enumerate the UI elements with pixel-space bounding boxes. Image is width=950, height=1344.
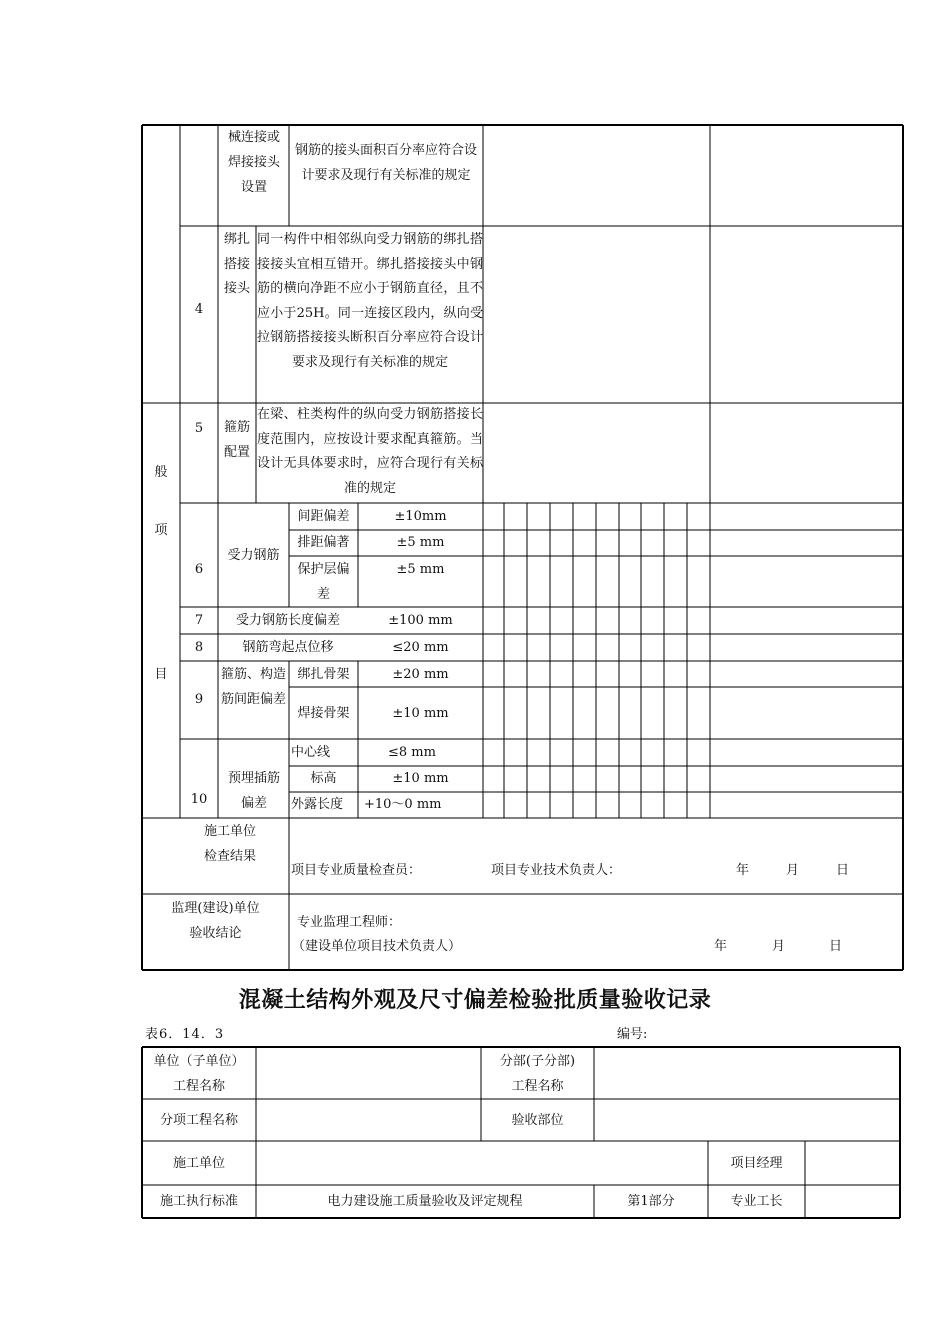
- tech-lead-label: 项目专业技术负责人：: [491, 863, 622, 878]
- row-10-sub-2-tol: ±10 mm: [392, 771, 449, 786]
- supervision-result-label-1: 监理(建设)单位: [171, 901, 260, 916]
- standard-label: 施工执行标准: [159, 1194, 238, 1209]
- construction-month-label: 月: [786, 863, 800, 878]
- row-4-standard-text: 同一构件中相邻纵向受力钢筋的绑扎搭接接头宜相互错开。绑扎搭接接头中钢筋的横向净距不应小于钢筋直径，且不应小于25H。同一连接区段内，纵向受拉钢筋搭接接头断积百分率应符合设计要求及现行有关标准的规定: [257, 232, 483, 370]
- row-5-standard-text: 在梁、柱类构件的纵向受力钢筋搭接长度范围内，应按设计要求配真箍筋。当设计无具体要求时，应符合现行有关标准的规定: [257, 407, 483, 496]
- table-number: 表6．14．3: [145, 1027, 225, 1042]
- acceptance-part-label: 验收部位: [511, 1113, 564, 1128]
- supervision-result-label-2: 验收结论: [189, 926, 242, 941]
- supervision-month-label: 月: [772, 939, 786, 954]
- supervision-day-label: 日: [829, 939, 843, 954]
- row-10-sub-3-tol: +10～0 mm: [364, 797, 442, 812]
- row-9-sub-1-tol: ±20 mm: [392, 667, 449, 682]
- row-9-number: 9: [194, 692, 204, 707]
- division-label-2: 工程名称: [511, 1079, 564, 1094]
- row-7-number: 7: [194, 613, 204, 628]
- construction-unit-label: 施工单位: [172, 1156, 225, 1171]
- form-title: 混凝土结构外观及尺寸偏差检验批质量验收记录: [238, 988, 712, 1013]
- row-8-item-label: 钢筋弯起点位移: [242, 640, 334, 655]
- construction-result-label-1: 施工单位: [203, 824, 256, 839]
- subitem-name-label: 分项工程名称: [159, 1113, 238, 1128]
- row-9-sub-1-name: 绑扎骨架: [297, 667, 350, 682]
- row-10-number: 10: [190, 792, 208, 807]
- quality-inspector-label: 项目专业质量检查员：: [291, 863, 422, 878]
- category-char-3: 目: [154, 667, 168, 682]
- row-8-number: 8: [194, 640, 204, 655]
- row-10-item-label: 预埋插筋偏差: [227, 771, 280, 811]
- row-4-number: 4: [194, 302, 204, 317]
- unit-name-label-2: 工程名称: [172, 1079, 225, 1094]
- row-9-sub-2-name: 焊接骨架: [297, 706, 350, 721]
- serial-number-label: 编号:: [617, 1027, 648, 1042]
- row-5-item-label: 箍筋配置: [223, 420, 250, 460]
- row-8-tol: ≤20 mm: [392, 640, 449, 655]
- standard-value: 电力建设施工质量验收及评定规程: [327, 1194, 523, 1209]
- row-4-item-label: 绑扎搭接接头: [223, 232, 250, 297]
- category-char-2: 项: [154, 523, 168, 538]
- category-char-1: 般: [154, 465, 168, 480]
- construction-result-label-2: 检查结果: [203, 849, 256, 864]
- row-7-tol: ±100 mm: [388, 613, 453, 628]
- row-10-sub-1-tol: ≤8 mm: [388, 745, 436, 760]
- row-9-sub-2-tol: ±10 mm: [392, 706, 449, 721]
- row-6-sub-1-name: 间距偏差: [297, 509, 350, 524]
- row-6-number: 6: [194, 562, 204, 577]
- row-6-sub-2-tol: ±5 mm: [396, 535, 445, 550]
- row-6-item-label: 受力钢筋: [227, 548, 280, 563]
- row-10-sub-2-name: 标高: [310, 771, 337, 786]
- row-5-number: 5: [194, 421, 204, 436]
- row-6-sub-3-name: 保护层偏差: [297, 562, 350, 602]
- unit-name-label-1: 单位（子单位）: [153, 1054, 245, 1069]
- row-7-item-label: 受力钢筋长度偏差: [235, 613, 340, 628]
- row-10-sub-3-name: 外露长度: [291, 797, 344, 812]
- construction-year-label: 年: [736, 863, 750, 878]
- row-6-sub-3-tol: ±5 mm: [396, 562, 445, 577]
- supervision-year-label: 年: [714, 939, 728, 954]
- item-connection-label: 械连接或焊接接头设置: [227, 130, 280, 195]
- project-manager-label: 项目经理: [730, 1156, 783, 1171]
- foreman-label: 专业工长: [730, 1194, 783, 1209]
- division-label-1: 分部(子分部): [499, 1054, 576, 1069]
- standard-connection-text: 钢筋的接头面积百分率应符合设计要求及现行有关标准的规定: [294, 143, 477, 183]
- row-6-sub-1-tol: ±10mm: [394, 509, 447, 524]
- construction-day-label: 日: [836, 863, 850, 878]
- owner-tech-lead-label: （建设单位项目技术负责人）: [292, 939, 462, 954]
- row-9-item-label: 箍筋、构造筋间距偏差: [221, 667, 287, 707]
- row-10-sub-1-name: 中心线: [291, 745, 331, 760]
- part-label: 第1部分: [627, 1194, 675, 1209]
- supervision-engineer-label: 专业监理工程师：: [297, 915, 402, 930]
- row-6-sub-2-name: 排距偏著: [297, 535, 350, 550]
